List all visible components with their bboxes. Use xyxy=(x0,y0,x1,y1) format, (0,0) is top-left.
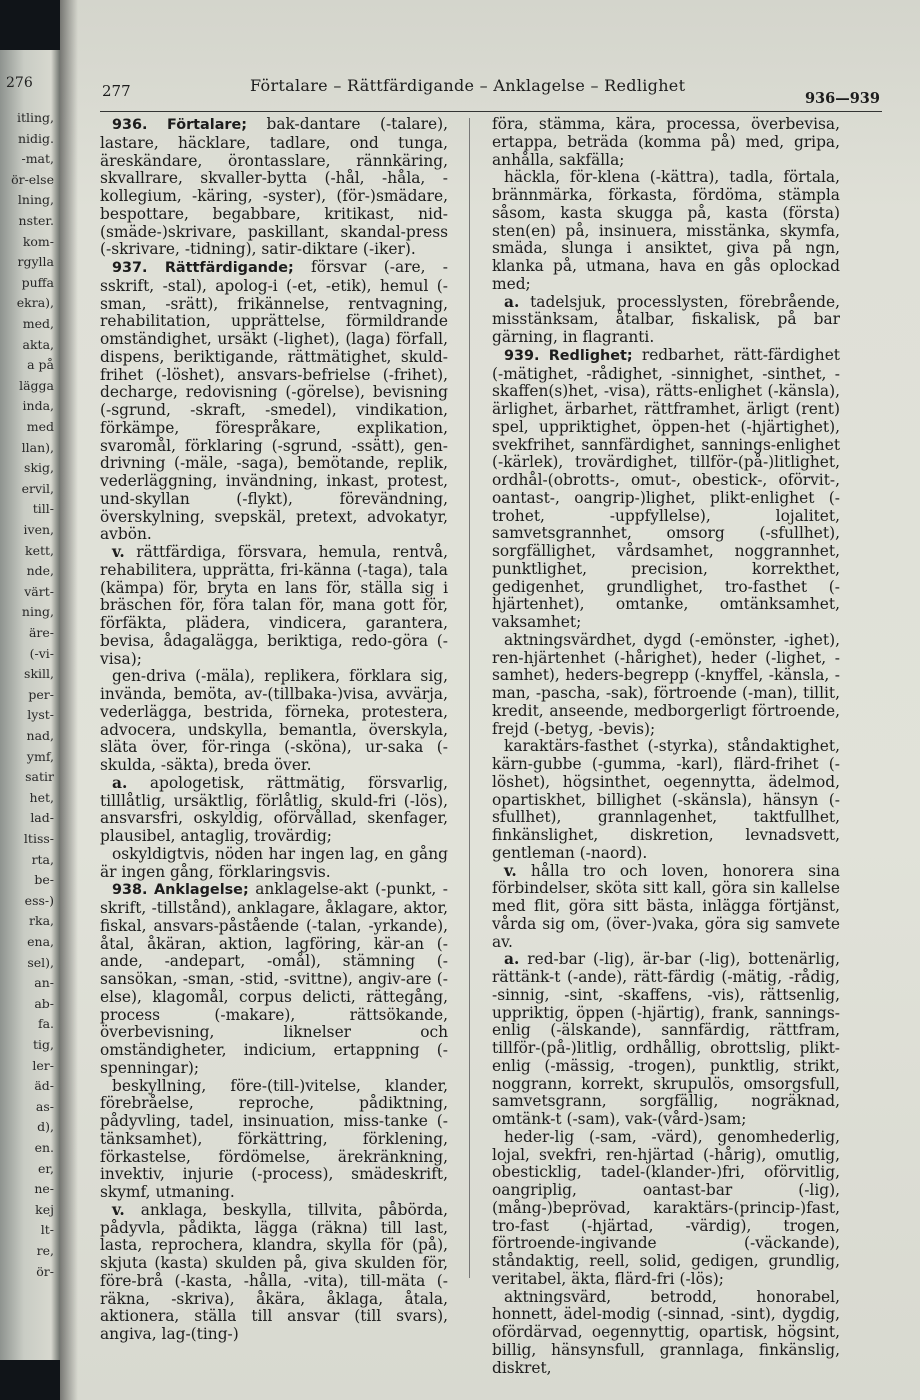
part-of-speech-label: v. xyxy=(504,861,517,880)
page-header xyxy=(60,70,920,110)
entry-text: hålla tro och loven, honorera sina förbindelser, sköta sitt kall, göra sin kallelse med flit, göra sitt bästa, inlägga förtjänst, vårda sig om, (över-)vaka, göra sig samvete av. xyxy=(492,861,840,951)
edge-fragment: kett, xyxy=(25,542,54,558)
edge-fragment: ess-) xyxy=(24,892,54,908)
edge-fragment: er, xyxy=(38,1160,54,1176)
entry-paragraph xyxy=(492,347,840,632)
column-divider xyxy=(469,118,470,1278)
edge-fragment: fa. xyxy=(37,1016,54,1032)
sense-paragraph xyxy=(492,632,840,739)
edge-fragment: be- xyxy=(34,872,54,888)
edge-fragment: skig, xyxy=(24,460,54,476)
edge-fragment: lyst- xyxy=(27,707,54,723)
edge-fragment: kom- xyxy=(22,233,54,249)
edge-fragment: re, xyxy=(36,1243,54,1258)
left-column xyxy=(100,116,448,1344)
edge-fragment: nad, xyxy=(26,728,54,743)
entry-text: anklagelse-akt (-punkt, -skrift, -tillstånd), anklagare, åklagare, aktor, fiskal, ansvars-påstående (-talan, -yrkande), åtal, åkäran, aktion, lagföring, kär-an (-ande, -andepart, -omål), stämning (-sansökan, -sman, -stid, -svittne), angiv-are (-else), klagomål, corpus delicti, rättegång, process (-makare), rättsökande, överbevisning, liknelser och omständigheter, indicium, ertappning (-spenningar); xyxy=(100,880,448,1077)
entry-range: 936—939 xyxy=(804,90,880,107)
edge-fragment: ab- xyxy=(34,995,54,1011)
edge-fragment: rta, xyxy=(31,851,54,867)
page-number: 277 xyxy=(102,82,131,100)
sense-paragraph xyxy=(100,544,448,668)
edge-fragment: äd- xyxy=(34,1078,54,1094)
sense-paragraph xyxy=(492,738,840,862)
edge-fragment: till- xyxy=(32,501,54,517)
entry-text: aktningsvärd, betrodd, honorabel, honnett, ädel-modig (-sinnad, -sint), dygdig, ofördärvad, oegennyttig, opartisk, högsint, billig, hänsynsfull, grannlaga, finkänslig, diskret, xyxy=(492,1287,840,1377)
entry-headword: Förtalare; xyxy=(166,117,248,133)
running-title: Förtalare – Rättfärdigande – Anklagelse – Redlighet xyxy=(250,76,686,95)
previous-page-number: 276 xyxy=(6,75,33,91)
edge-fragment: ör-else xyxy=(11,171,54,187)
entry-text: apologetisk, rättmätig, försvarlig, tilllåtlig, ursäktlig, förlåtlig, skuld-fri (-lös), ansvarsfri, oskyldig, oförvållad, skenfager, plausibel, antaglig, trovärdig; xyxy=(100,773,448,845)
entry-headword: Rättfärdigande; xyxy=(164,260,294,276)
edge-fragment: tig, xyxy=(33,1037,54,1052)
edge-fragment: ekra), xyxy=(16,295,54,311)
entry-text: rättfärdiga, försvara, hemula, rentvå, rehabilitera, upprätta, fri-känna (-taga), tala (kämpa) för, bryta en lans för, ställa sig i bräschen för, föra talan för, mana gott för, förfäkta, plädera, vindicera, garantera, bevisa, ådagalägga, beriktiga, redo-göra (-visa); xyxy=(100,543,448,668)
entry-text: heder-lig (-sam, -värd), genomhederlig, lojal, svekfri, ren-hjärtad (-hårig), omutlig, obesticklig, tadel-(klander-)fri, oförvitlig, oangriplig, oantast-bar (-lig), (mång-)beprövad, karaktärs-(princip-)fast, tro-fast (-hjärtad, -värdig), trogen, förtroende-ingivande (-väckande), ståndaktig, reell, solid, gedigen, grundlig, veritabel, äkta, flärd-fri (-lös); xyxy=(492,1127,840,1288)
edge-fragment: satir xyxy=(25,769,54,785)
edge-fragment: rgylla xyxy=(17,254,54,270)
edge-fragment: a på xyxy=(27,357,54,373)
entry-text: försvar (-are, -sskrift, -stal), apolog-i (-et, -etik), hemul (-sman, -srätt), frikännelse, rentvagning, rehabilitation, upprättelse, förmildrande omständighet, ursäkt (-lighet), (laga) förfall, dispens, beriktigande, rättmätighet, skuld-frihet (-löshet), ansvars-befrielse (-frihet), decharge, redovisning (-görelse), bevisning (-sgrund, -skraft, -smedel), vindikation, förkämpe, förespråkare, explikation, svaromål, förklaring (-sgrund, -ssätt), gen-drivning (-mäle, -saga), bemötande, replik, vederläggning, invändning, inkast, protest, und-skyllan (-flykt), förevändning, överskylning, svepskäl, pretext, advokatyr, avbön. xyxy=(100,258,448,544)
sense-paragraph xyxy=(492,169,840,293)
edge-fragment: an- xyxy=(34,975,54,991)
part-of-speech-label: a. xyxy=(504,950,520,969)
entry-text: anklaga, beskylla, tillvita, påbörda, pådyvla, pådikta, lägga (räkna) till last, lasta, reprochera, klandra, skylla för (på), skjuta (kasta) skulden på, giva skulden för, före-brå (-kasta, -hålla, -vita), till-mäta (-räkna, -skriva), åkära, åklaga, åtala, aktionera, ställa till ansvar (till svars), angiva, lag-(ting-) xyxy=(100,1200,448,1343)
part-of-speech-label: a. xyxy=(504,292,520,311)
entry-number: 936. xyxy=(112,117,148,133)
part-of-speech-label: v. xyxy=(112,543,125,561)
sense-paragraph xyxy=(100,775,448,846)
entry-paragraph xyxy=(100,259,448,544)
edge-fragment: ning, xyxy=(21,604,54,620)
edge-fragment: puffa xyxy=(21,274,54,290)
sense-paragraph xyxy=(492,863,840,952)
previous-page-edge xyxy=(0,50,60,1360)
entry-number: 939. xyxy=(504,347,540,364)
edge-fragment: värt- xyxy=(24,583,54,599)
edge-fragment: itling, xyxy=(16,110,54,125)
sense-paragraph xyxy=(492,294,840,347)
edge-fragment: äre- xyxy=(28,625,54,640)
edge-fragment: skill, xyxy=(24,666,54,682)
edge-fragment: per- xyxy=(28,686,54,702)
edge-fragment: en. xyxy=(34,1140,54,1155)
edge-fragment: iven, xyxy=(23,522,54,537)
entry-paragraph xyxy=(100,116,448,259)
edge-fragment: (-vi- xyxy=(29,645,54,661)
right-column xyxy=(492,116,840,1377)
sense-paragraph xyxy=(492,1129,840,1289)
entry-text: häckla, för-klena (-kättra), tadla, förtala, brännmärka, förkasta, fördöma, stämpla såsom, kasta skugga på, kasta (första) sten(en) på, insinuera, misstänka, skymfa, smäda, slunga i ansiktet, giva på ngn, klanka på, utmana, hava en gås oplockad med; xyxy=(492,168,840,293)
edge-fragment: ena, xyxy=(27,934,54,949)
part-of-speech-label: a. xyxy=(112,773,128,792)
entry-headword: Redlighet; xyxy=(548,347,633,364)
sense-paragraph xyxy=(492,951,840,1129)
sense-paragraph xyxy=(100,1078,448,1202)
entry-number: 937. xyxy=(112,260,148,276)
entry-text: föra, stämma, kära, processa, överbevisa, ertappa, beträda (komma på) med, gripa, anhålla, sakfälla; xyxy=(492,115,840,169)
dictionary-page xyxy=(60,0,920,1400)
edge-fragment: as- xyxy=(35,1098,54,1114)
entry-number: 938. xyxy=(112,882,148,899)
edge-fragment: sel), xyxy=(27,954,54,970)
entry-text: beskyllning, före-(till-)vitelse, klander, förebråelse, reproche, pådiktning, pådyvling, tadel, insinuation, miss-tanke (-tänksamhet), förkättring, förklening, förkastelse, fördömelse, ärekränkning, invektiv, injurie (-process), smädeskrift, skymf, utmaning. xyxy=(100,1076,448,1201)
edge-fragment: nster. xyxy=(18,213,54,228)
edge-fragment: lägga xyxy=(19,377,54,393)
edge-fragment: ltiss- xyxy=(23,831,54,846)
entry-text: karaktärs-fasthet (-styrka), ståndaktighet, kärn-gubbe (-gumma, -karl), flärd-frihet (-löshet), högsinthet, oegennytta, ädelmod, opartiskhet, billighet (-skänsla), hänsyn (-sfullhet), grannlagenhet, taktfullhet, finkänslighet, diskretion, levnadsvett, gentleman (-naord). xyxy=(492,737,840,862)
header-rule xyxy=(100,111,882,112)
part-of-speech-label: v. xyxy=(112,1200,125,1219)
entry-text: oskyldigtvis, nöden har ingen lag, en gång är ingen gång, förklaringsvis. xyxy=(100,844,448,881)
entry-text: aktningsvärdhet, dygd (-emönster, -ighet), ren-hjärtenhet (-hårighet), heder (-lighet, -samhet), heders-begrepp (-knyffel, -känsla, -man, -pascha, -sak), förtroende (-man), tillit, kredit, anseende, medborgerligt förtroende, frejd (-betyg, -bevis); xyxy=(492,630,840,738)
edge-fragment: lad- xyxy=(30,810,54,826)
edge-fragment: akta, xyxy=(22,336,54,352)
edge-fragment: inda, xyxy=(22,398,54,414)
sense-paragraph xyxy=(100,846,448,882)
edge-fragment: ervil, xyxy=(21,480,54,496)
sense-paragraph xyxy=(100,1202,448,1344)
edge-fragment: med, xyxy=(22,316,54,331)
edge-fragment: kej xyxy=(35,1201,54,1217)
edge-fragment: lning, xyxy=(17,192,54,208)
sense-paragraph xyxy=(492,1289,840,1378)
edge-fragment: med xyxy=(26,419,54,434)
entry-paragraph xyxy=(100,881,448,1077)
sense-paragraph xyxy=(100,668,448,775)
entry-text: gen-driva (-mäla), replikera, förklara sig, invända, bemöta, av-(tillbaka-)visa, avvärja, vederlägga, bestrida, förneka, protestera, advocera, undskylla, bemantla, överskyla, släta över, för-ringa (-sköna), ur-saka (-skulda, -säkta), breda över. xyxy=(100,667,448,774)
edge-fragment: llan), xyxy=(21,439,54,455)
entry-text: tadelsjuk, processlysten, förebrående, misstänksam, åtalbar, fiskalisk, på bar gärning, in flagranti. xyxy=(492,292,840,346)
entry-text: redbarhet, rätt-färdighet (-mätighet, -rådighet, -sinnighet, -sinthet, -skaffen(s)het, -visa), rätts-enlighet (-känsla), ärlighet, ärbarhet, rättframhet, ärligt (rent) spel, uppriktighet, öppen-het (-hjärtighet), svekfrihet, sannfärdighet, sannings-enlighet (-kärlek), trovärdighet, tillför-(på-)litlighet, ordhål-(obrotts-, omut-, obestick-, oförvit-, oantast-, oangrip-)lighet, plikt-enlighet (-trohet, -uppfyllelse), lojalitet, samvetsgrannhet, omsorg (-sfullhet), sorgfällighet, vårdsamhet, noggrannhet, punktlighet, precision, korrekthet, gedigenhet, grundlighet, tro-fasthet (-hjärtenhet), omtanke, omtänksamhet, vaksamhet; xyxy=(492,345,840,631)
edge-fragment: -mat, xyxy=(21,151,54,167)
edge-fragment: lt- xyxy=(40,1222,54,1238)
edge-fragment: rka, xyxy=(29,913,54,929)
sense-paragraph xyxy=(492,116,840,169)
edge-fragment: ne- xyxy=(34,1181,54,1197)
entry-text: red-bar (-lig), är-bar (-lig), bottenärlig, rättänk-t (-ande), rätt-färdig (-mätig, -rådig, -sinnig, -sint, -skaffens, -vis), rättsenlig, uppriktig, öppen (-hjärtig), frank, sannings-enlig (-älskande), sannfärdig, rättfram, tillför-(på-)litlig, ordhållig, obrottslig, plikt-enlig (-mässig, -trogen), punktlig, strikt, noggrann, korrekt, skrupulös, omsorgsfull, samvetsgrann, sorgfällig, nogräknad, omtänk-t (-sam), vak-(vård-)sam; xyxy=(492,950,840,1128)
edge-fragment: ör- xyxy=(36,1263,54,1279)
entry-text: bak-dantare (-talare), lastare, häcklare, tadlare, ond tunga, äreskändare, örontasslare, rännkäring, skvallrare, skvaller-bytta (-hål, -håla, -kollegium, -käring, -syster), (för-)smädare, bespottare, begabbare, kritikast, nid-(smäde-)skrivare, paskillant, skandal-press (-skrivare, -tidning), satir-diktare (-iker). xyxy=(100,115,448,259)
edge-fragment: ler- xyxy=(32,1057,54,1073)
edge-fragment: ymf, xyxy=(26,748,54,764)
edge-fragment: d), xyxy=(37,1119,54,1135)
entry-headword: Anklagelse; xyxy=(154,882,249,899)
edge-fragment: nidig. xyxy=(17,130,54,146)
edge-fragment: het, xyxy=(29,789,54,805)
edge-fragment: nde, xyxy=(26,563,54,579)
